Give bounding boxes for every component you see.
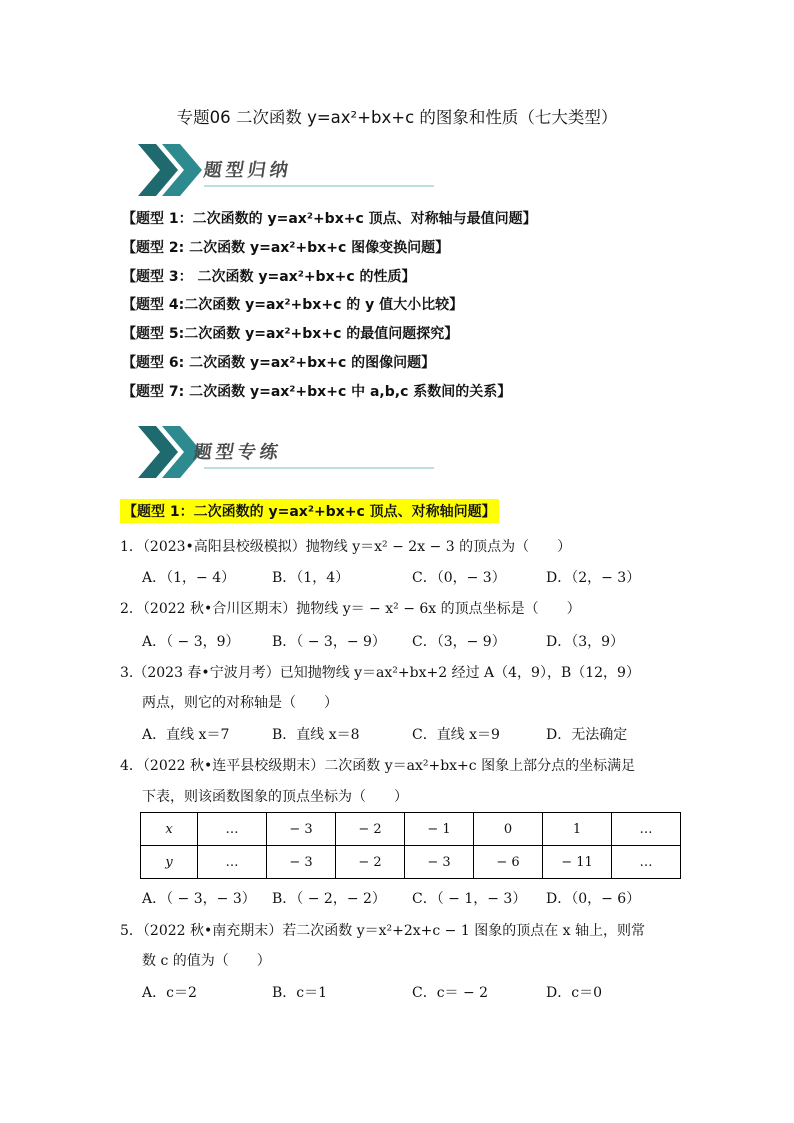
- question-stem-cont: 数 c 的值为（ ）: [142, 953, 271, 969]
- option-b: B．c＝1: [272, 985, 328, 1001]
- list-item: 【题型 6: 二次函数 y=ax²+bx+c 的图像问题】: [122, 354, 436, 371]
- table-cell: − 11: [543, 846, 612, 879]
- list-item: 【题型 2: 二次函数 y=ax²+bx+c 图像变换问题】: [122, 239, 450, 256]
- type-summary-list: [122, 205, 682, 407]
- option-d: D．无法确定: [546, 727, 628, 743]
- list-item: 【题型 7: 二次函数 y=ax²+bx+c 中 a,b,c 系数间的关系】: [122, 383, 512, 400]
- section-banner-practice: [134, 420, 454, 484]
- table-cell: …: [612, 813, 681, 846]
- question-stem: 1．（2023•高阳县校级模拟）抛物线 y＝x² − 2x − 3 的顶点为（ ）: [120, 539, 572, 555]
- option-a: A．（1，− 4）: [142, 570, 236, 586]
- table-cell: − 3: [405, 846, 474, 879]
- question-stem-cont: 下表，则该函数图象的顶点坐标为（ ）: [142, 789, 408, 805]
- table-cell: …: [612, 846, 681, 879]
- table-cell: x: [141, 813, 198, 846]
- list-item: 【题型 3： 二次函数 y=ax²+bx+c 的性质】: [122, 268, 416, 285]
- option-d: D．（2，− 3）: [546, 570, 641, 586]
- question-stem: 2．（2022 秋•合川区期末）抛物线 y＝ − x² − 6x 的顶点坐标是（ ）: [120, 601, 581, 617]
- question-stem: 5．（2022 秋•南充期末）若二次函数 y＝x²+2x+c − 1 图象的顶点在 x 轴上，则常: [120, 923, 645, 939]
- option-b: B．（ − 3，− 9）: [272, 634, 386, 650]
- question-stem-cont: 两点，则它的对称轴是（ ）: [142, 695, 338, 711]
- table-cell: − 6: [474, 846, 543, 879]
- option-c: C．（ − 1，− 3）: [412, 891, 527, 907]
- option-d: D．（3，9）: [546, 634, 625, 650]
- option-a: A．直线 x＝7: [142, 727, 230, 743]
- option-c: C．（3，− 9）: [412, 634, 506, 650]
- list-item: 【题型 1：二次函数的 y=ax²+bx+c 顶点、对称轴与最值问题】: [122, 211, 537, 227]
- option-c: C．直线 x＝9: [412, 727, 500, 743]
- option-a: A．（ − 3，− 3）: [142, 891, 256, 907]
- banner-label: 题型专练: [192, 442, 284, 463]
- data-table: [140, 812, 681, 879]
- section-banner-summary: [134, 138, 454, 202]
- question-stem: 3.（2023 春•宁波月考）已知抛物线 y＝ax²+bx+2 经过 A（4，9），B（12，9）: [120, 665, 640, 681]
- option-b: B．（1，4）: [272, 570, 350, 586]
- option-a: A．c＝2: [142, 985, 197, 1001]
- list-item: 【题型 4:二次函数 y=ax²+bx+c 的 y 值大小比较】: [122, 297, 464, 314]
- table-cell: 1: [543, 813, 612, 846]
- table-cell: y: [141, 846, 198, 879]
- question-stem: 4．（2022 秋•连平县校级期末）二次函数 y＝ax²+bx+c 图象上部分点的坐标满足: [120, 758, 636, 774]
- list-item: 【题型 5:二次函数 y=ax²+bx+c 的最值问题探究】: [122, 326, 459, 343]
- option-a: A．（ − 3，9）: [142, 634, 240, 650]
- option-c: C．（0，− 3）: [412, 570, 506, 586]
- table-cell: − 3: [267, 813, 336, 846]
- page-title: 专题06 二次函数 y=ax²+bx+c 的图象和性质（七大类型）: [176, 108, 618, 127]
- table-cell: − 2: [336, 846, 405, 879]
- table-cell: − 1: [405, 813, 474, 846]
- table-row: [141, 813, 681, 846]
- table-cell: − 2: [336, 813, 405, 846]
- option-b: B．直线 x＝8: [272, 727, 360, 743]
- section-heading: 【题型 1：二次函数的 y=ax²+bx+c 顶点、对称轴问题】: [120, 499, 499, 523]
- double-chevron-icon: [134, 138, 454, 202]
- option-b: B．（ − 2，− 2）: [272, 891, 386, 907]
- table-cell: − 3: [267, 846, 336, 879]
- table-cell: …: [198, 846, 267, 879]
- option-c: C．c＝ − 2: [412, 985, 489, 1001]
- option-d: D．c＝0: [546, 985, 602, 1001]
- option-d: D．（0，− 6）: [546, 891, 641, 907]
- table-row: [141, 846, 681, 879]
- table-cell: …: [198, 813, 267, 846]
- banner-label: 题型归纳: [202, 160, 294, 181]
- table-cell: 0: [474, 813, 543, 846]
- double-chevron-icon: [134, 420, 454, 484]
